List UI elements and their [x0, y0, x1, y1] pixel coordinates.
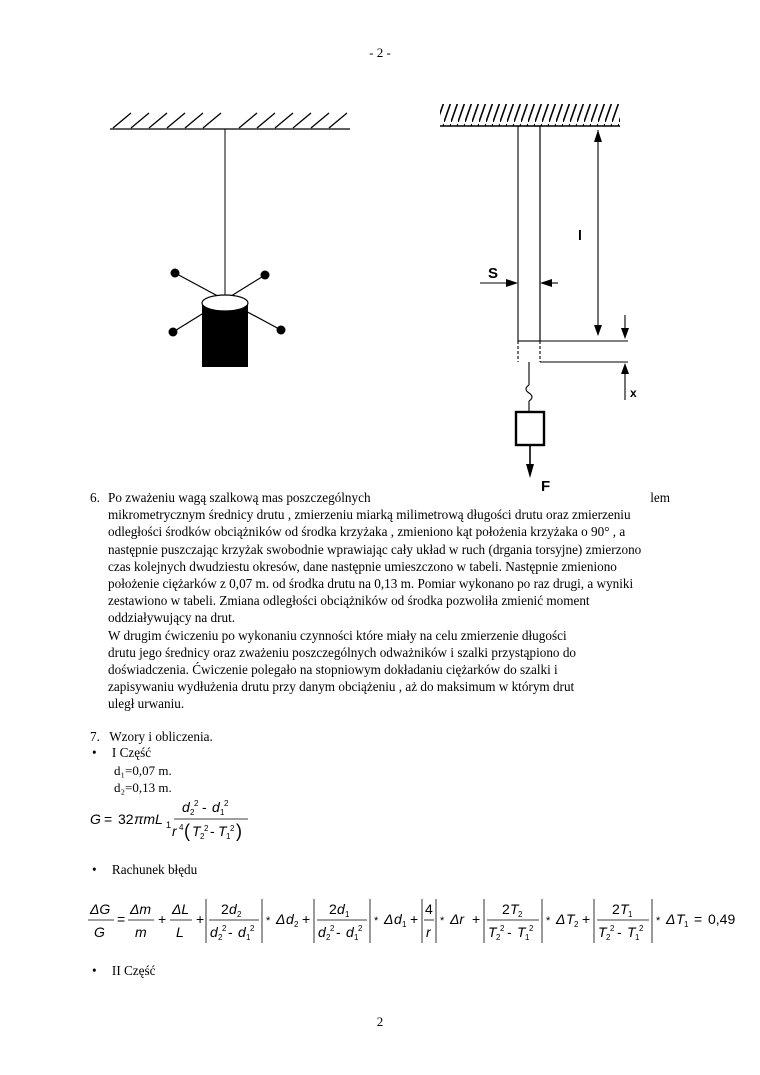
svg-text:T: T: [218, 823, 227, 839]
svg-text:Δr: Δr: [450, 911, 465, 927]
svg-text:2: 2: [218, 933, 223, 942]
svg-text:2: 2: [326, 933, 331, 942]
svg-text:*: *: [374, 915, 379, 927]
section-6-line1-right: lem: [650, 490, 670, 505]
svg-text:1: 1: [354, 933, 359, 942]
part2-label: II Część: [111, 963, 156, 978]
svg-text:2: 2: [194, 799, 199, 808]
svg-text:G: G: [90, 811, 101, 827]
d2-value: d₂=0,13 m.: [114, 780, 172, 795]
svg-text:-: -: [336, 924, 341, 940]
svg-text:Δ: Δ: [556, 911, 566, 927]
svg-text:2: 2: [639, 924, 644, 933]
svg-text:T: T: [627, 924, 636, 940]
svg-text:d: d: [210, 924, 218, 940]
svg-text:T: T: [510, 901, 519, 917]
svg-text:d: d: [238, 924, 246, 940]
formula-error: [88, 893, 748, 948]
wire-left-column: [518, 126, 540, 341]
svg-text:G: G: [94, 924, 105, 940]
section-6-line: czas kolejnych dwudziestu okresów, dane następnie umieszczono w tabeli. Następnie zmieniono: [108, 558, 617, 574]
page-header: - 2 -: [369, 45, 391, 60]
svg-text:2: 2: [496, 933, 501, 942]
svg-text:1: 1: [628, 910, 633, 919]
section-6-line: W drugim ćwiczeniu po wykonaniu czynności które miały na celu zmierzenie długości: [108, 627, 567, 643]
svg-text:d: d: [229, 901, 237, 917]
svg-text:L: L: [176, 924, 184, 940]
section-6-line: oddziaływujący na drut.: [108, 610, 236, 626]
svg-text:1: 1: [166, 820, 172, 830]
svg-text:=: =: [104, 811, 113, 827]
svg-text:+: +: [196, 911, 205, 927]
svg-text:2: 2: [330, 924, 335, 933]
svg-text:*: *: [656, 915, 661, 927]
svg-text:d: d: [318, 924, 326, 940]
svg-text:Δm: Δm: [130, 901, 152, 917]
section-7-title: Wzory i obliczenia.: [109, 729, 213, 744]
svg-text:32: 32: [118, 811, 134, 827]
weight-box: [516, 412, 544, 445]
svg-text:+: +: [582, 911, 591, 927]
svg-text:(: (: [184, 821, 190, 841]
svg-text:1: 1: [635, 933, 640, 942]
svg-text:4: 4: [179, 823, 184, 832]
svg-text:*: *: [546, 915, 551, 927]
part1-item: [92, 745, 151, 761]
svg-text:T: T: [192, 823, 201, 839]
svg-text:ΔL: ΔL: [172, 901, 190, 917]
svg-text:T: T: [488, 924, 497, 940]
svg-text:ΔG: ΔG: [90, 901, 111, 917]
label-s: S: [488, 265, 499, 282]
svg-text:d: d: [286, 911, 294, 927]
svg-text:d: d: [212, 799, 220, 815]
svg-text:d: d: [337, 901, 345, 917]
cylinder-mass: [202, 295, 248, 367]
svg-text:2: 2: [294, 920, 299, 929]
error-result: 0,49: [708, 911, 736, 927]
svg-text:1: 1: [226, 832, 231, 841]
section-6-line: mikrometrycznym średnicy drutu , zmierzeniu miarką milimetrową długości drutu oraz zmierzeniu: [108, 507, 631, 523]
svg-text:2: 2: [610, 924, 615, 933]
svg-text:2: 2: [500, 924, 505, 933]
label-x: x: [630, 386, 637, 400]
svg-text:2: 2: [606, 933, 611, 942]
section-6-line1-left: Po zważeniu wagą szalkową mas poszczególnych: [108, 490, 371, 505]
section-6-first-line: [108, 489, 668, 506]
svg-text:d: d: [346, 924, 354, 940]
svg-text:2: 2: [200, 832, 205, 841]
svg-text:1: 1: [684, 920, 689, 929]
svg-text:r: r: [426, 924, 431, 940]
svg-text:2: 2: [529, 924, 534, 933]
svg-text:2: 2: [221, 901, 229, 917]
svg-text:T: T: [620, 901, 629, 917]
svg-text:2: 2: [224, 799, 229, 808]
svg-text:r: r: [172, 823, 177, 839]
svg-text:d: d: [182, 799, 190, 815]
svg-text:2: 2: [612, 901, 620, 917]
section-6-line: położenie ciężarków z 0,07 m. od środka drutu na 0,13 m. Pomiar wykonano po raz drugi, a wyniki: [108, 576, 634, 592]
svg-text:2: 2: [204, 824, 209, 833]
svg-text:2: 2: [250, 924, 255, 933]
svg-text:+: +: [158, 911, 167, 927]
svg-text:*: *: [266, 915, 271, 927]
torsion-pendulum-figure: [105, 105, 355, 375]
bullet-icon: •: [92, 963, 97, 978]
page-number: 2: [376, 1014, 384, 1029]
svg-text:+: +: [302, 911, 311, 927]
svg-text:2: 2: [190, 808, 195, 817]
wire-extension-figure: [430, 100, 670, 500]
svg-text:1: 1: [345, 910, 350, 919]
svg-text:T: T: [676, 911, 685, 927]
svg-text:*: *: [440, 915, 445, 927]
svg-text:2: 2: [358, 924, 363, 933]
bullet-icon: •: [92, 862, 97, 877]
svg-text:m: m: [135, 924, 147, 940]
section-6-line: następnie puszczając krzyżak swobodnie wprawiając cały układ w ruch (drgania torsyjne) zmierzono: [108, 541, 642, 557]
svg-text:T: T: [517, 924, 526, 940]
svg-text:-: -: [210, 823, 215, 839]
svg-text:1: 1: [246, 933, 251, 942]
error-item: [92, 862, 197, 878]
bullet-icon: •: [92, 745, 97, 760]
svg-text:d: d: [394, 911, 402, 927]
section-6-line: zestawiono w tabeli. Zmiana odległości obciążników od środka pozwoliła zmienić moment: [108, 593, 590, 609]
svg-text:+: +: [472, 911, 481, 927]
svg-text:2: 2: [237, 910, 242, 919]
d1-value: d₁=0,07 m.: [114, 763, 172, 778]
svg-text:1: 1: [220, 808, 225, 817]
section-6: [90, 489, 670, 713]
section-7-heading: [90, 729, 213, 745]
svg-text:Δ: Δ: [384, 911, 394, 927]
section-7-number: 7.: [90, 729, 100, 744]
svg-text:πmL: πmL: [134, 811, 163, 827]
section-6-number: 6.: [90, 490, 100, 505]
svg-text:1: 1: [525, 933, 530, 942]
svg-text:2: 2: [502, 901, 510, 917]
svg-text:): ): [236, 821, 242, 841]
svg-text:2: 2: [222, 924, 227, 933]
svg-text:+: +: [410, 911, 419, 927]
section-6-line: odległości środków obciążników od środka krzyżaka , zmieniono kąt położenia krzyżaka o 90° , a: [108, 524, 626, 540]
label-f: F: [541, 478, 551, 495]
svg-text:4: 4: [425, 901, 433, 917]
svg-text:Δ: Δ: [276, 911, 286, 927]
svg-text:2: 2: [574, 920, 579, 929]
svg-text:-: -: [617, 924, 622, 940]
formula-g: [88, 795, 268, 845]
label-l: l: [578, 227, 582, 243]
part1-label: I Część: [111, 745, 152, 760]
section-6-line: doświadczenia. Ćwiczenie polegało na stopniowym dokładaniu ciężarków do szalki i: [108, 662, 558, 678]
svg-text:-: -: [202, 799, 207, 815]
section-6-line: zapisywaniu wydłużenia drutu przy danym obciążeniu , aż do maksimum w którym drut: [108, 679, 575, 695]
svg-text:2: 2: [518, 910, 523, 919]
svg-text:-: -: [507, 924, 512, 940]
ceiling-hatch-left: [110, 113, 350, 129]
part2-item: [92, 963, 156, 979]
section-6-line: drutu jego średnicy oraz zważeniu poszczególnych odważników i szalki przystąpiono do: [108, 644, 577, 660]
ceiling-hatch-right: [440, 104, 620, 126]
svg-text:-: -: [228, 924, 233, 940]
error-label: Rachunek błędu: [111, 862, 198, 877]
svg-text:2: 2: [329, 901, 337, 917]
section-6-line: uległ urwaniu.: [108, 696, 185, 712]
svg-text:2: 2: [230, 824, 235, 833]
svg-text:=: =: [117, 911, 126, 927]
svg-text:Δ: Δ: [666, 911, 676, 927]
svg-text:1: 1: [402, 920, 407, 929]
svg-text:=: =: [694, 911, 703, 927]
svg-text:T: T: [566, 911, 575, 927]
svg-text:T: T: [598, 924, 607, 940]
